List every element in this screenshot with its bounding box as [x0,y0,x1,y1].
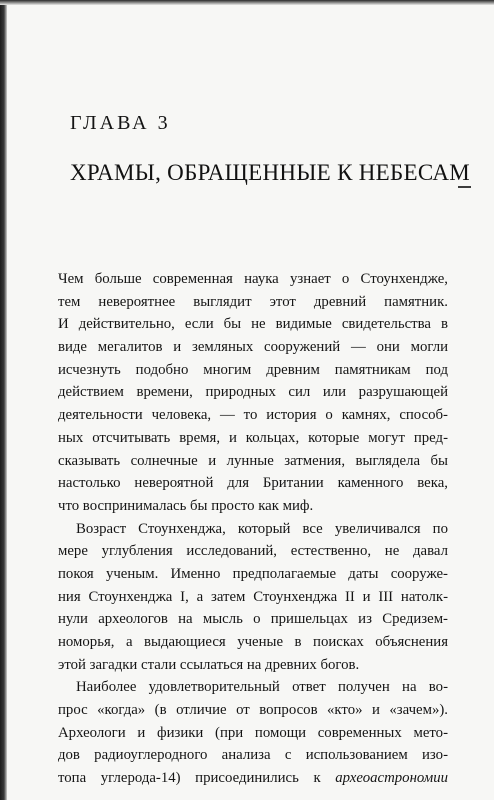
paragraph-line: Наиболее удовлетворительный ответ получен на во- [76,679,448,696]
scan-shadow-top [0,0,494,5]
paragraph-line: нули археологов на мысль о пришельцах из Средизем- [58,611,448,628]
scan-mark [458,186,471,188]
scan-shadow-left [0,0,7,800]
paragraph-line: ных отсчитывать время, и кольцах, которые могут пред- [58,429,448,446]
paragraph-line: сказывать солнечные и лунные затмения, выглядела бы [58,452,448,469]
paragraph-line: этой загадки стали ссылаться на древних богов. [58,656,360,673]
paragraph-line: виде мегалитов и земляных сооружений — они могли [58,339,448,356]
body-text [58,268,448,790]
paragraph-line: прос «когда» (в отличие от вопросов «кто» и «зачем»). [58,702,448,719]
paragraph-line: тем невероятнее выглядит этот древний памятник. [58,293,448,310]
final-line-text: топа углерода-14) присоединились к [58,770,336,787]
paragraph-line: Возраст Стоунхенджа, который все увеличивался по [76,520,448,537]
paragraph-line: И действительно, если бы не видимые свидетельства в [58,316,448,333]
paragraph-line: покоя ученым. Именно предполагаемые даты сооруже- [58,565,448,582]
paragraph-line: исчезнуть подобно многим древним памятникам под [58,361,448,378]
paragraph-line: Чем больше современная наука узнает о Стоунхендже, [58,271,448,287]
chapter-title: ХРАМЫ, ОБРАЩЕННЫЕ К НЕБЕСАМ [70,160,471,185]
paragraph-line: номорья, а выдающиеся ученые в поисках объяснения [58,634,448,650]
paragraph-line: деятельности человека, — то история о камнях, способ- [58,407,448,424]
paragraph-line: мере углубления исследований, естественно, не давал [58,543,448,560]
paragraph-line: действием времени, природных сил или разрушающей [58,384,448,401]
paragraph-line: дов радиоуглеродного анализа с использованием изо- [58,747,448,764]
chapter-label: ГЛАВА 3 [70,112,171,134]
italic-term: археоастрономии [335,770,448,787]
paragraph-line: ния Стоунхенджа I, а затем Стоунхенджа II и III натолк- [58,588,448,605]
paragraph-line: настолько невероятной для Британии каменного века, [58,475,448,492]
paragraph-line-final [58,767,448,790]
paragraph-line: что воспринималась бы просто как миф. [58,497,314,514]
paragraph-line: Археологи и физики (при помощи современных мето- [58,724,448,741]
